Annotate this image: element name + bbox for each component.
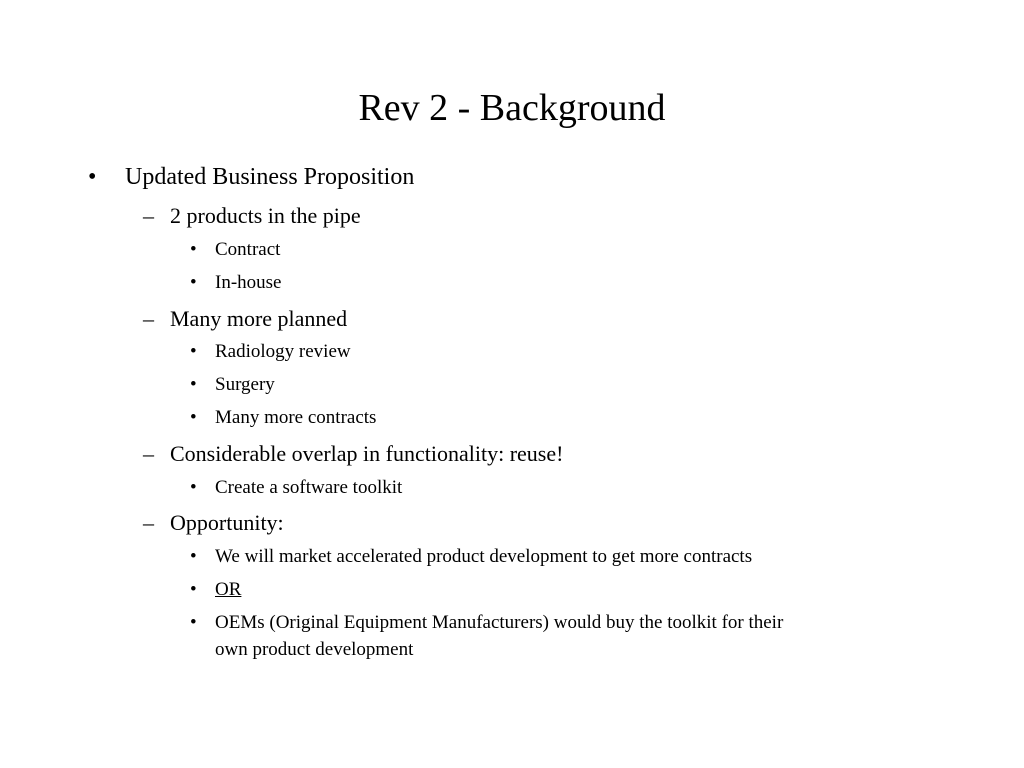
dash-l2: – <box>143 203 154 228</box>
bullet-contract: Contract <box>215 239 281 260</box>
bullet-many-more-planned: Many more planned <box>170 306 348 331</box>
bullet-considerable-overlap: Considerable overlap in functionality: reuse! <box>170 441 564 466</box>
bullet-oems-line2: own product development <box>215 639 414 660</box>
bullet-l3: • <box>190 374 197 395</box>
slide-title: Rev 2 - Background <box>358 87 666 129</box>
bullet-l3: • <box>190 579 197 600</box>
bullet-or: OR <box>215 579 242 600</box>
bullet-many-more-contracts: Many more contracts <box>215 407 377 428</box>
dash-l2: – <box>143 306 154 331</box>
bullet-l3: • <box>190 546 197 567</box>
bullet-products-in-pipe: 2 products in the pipe <box>170 203 361 228</box>
bullet-l3: • <box>190 341 197 362</box>
bullet-market-accelerated: We will market accelerated product development to get more contracts <box>215 546 753 567</box>
bullet-l3: • <box>190 612 197 633</box>
bullet-updated-business-proposition: Updated Business Proposition <box>125 164 415 190</box>
bullet-surgery: Surgery <box>215 374 275 395</box>
bullet-radiology-review: Radiology review <box>215 341 351 362</box>
bullet-in-house: In-house <box>215 272 282 293</box>
bullet-oems-line1: OEMs (Original Equipment Manufacturers) would buy the toolkit for their <box>215 612 784 633</box>
bullet-l3: • <box>190 272 197 293</box>
bullet-l3: • <box>190 239 197 260</box>
dash-l2: – <box>143 510 154 535</box>
bullet-l1: • <box>88 164 97 190</box>
bullet-l3: • <box>190 407 197 428</box>
bullet-opportunity: Opportunity: <box>170 510 284 535</box>
dash-l2: – <box>143 441 154 466</box>
bullet-create-software-toolkit: Create a software toolkit <box>215 477 403 498</box>
bullet-l3: • <box>190 477 197 498</box>
